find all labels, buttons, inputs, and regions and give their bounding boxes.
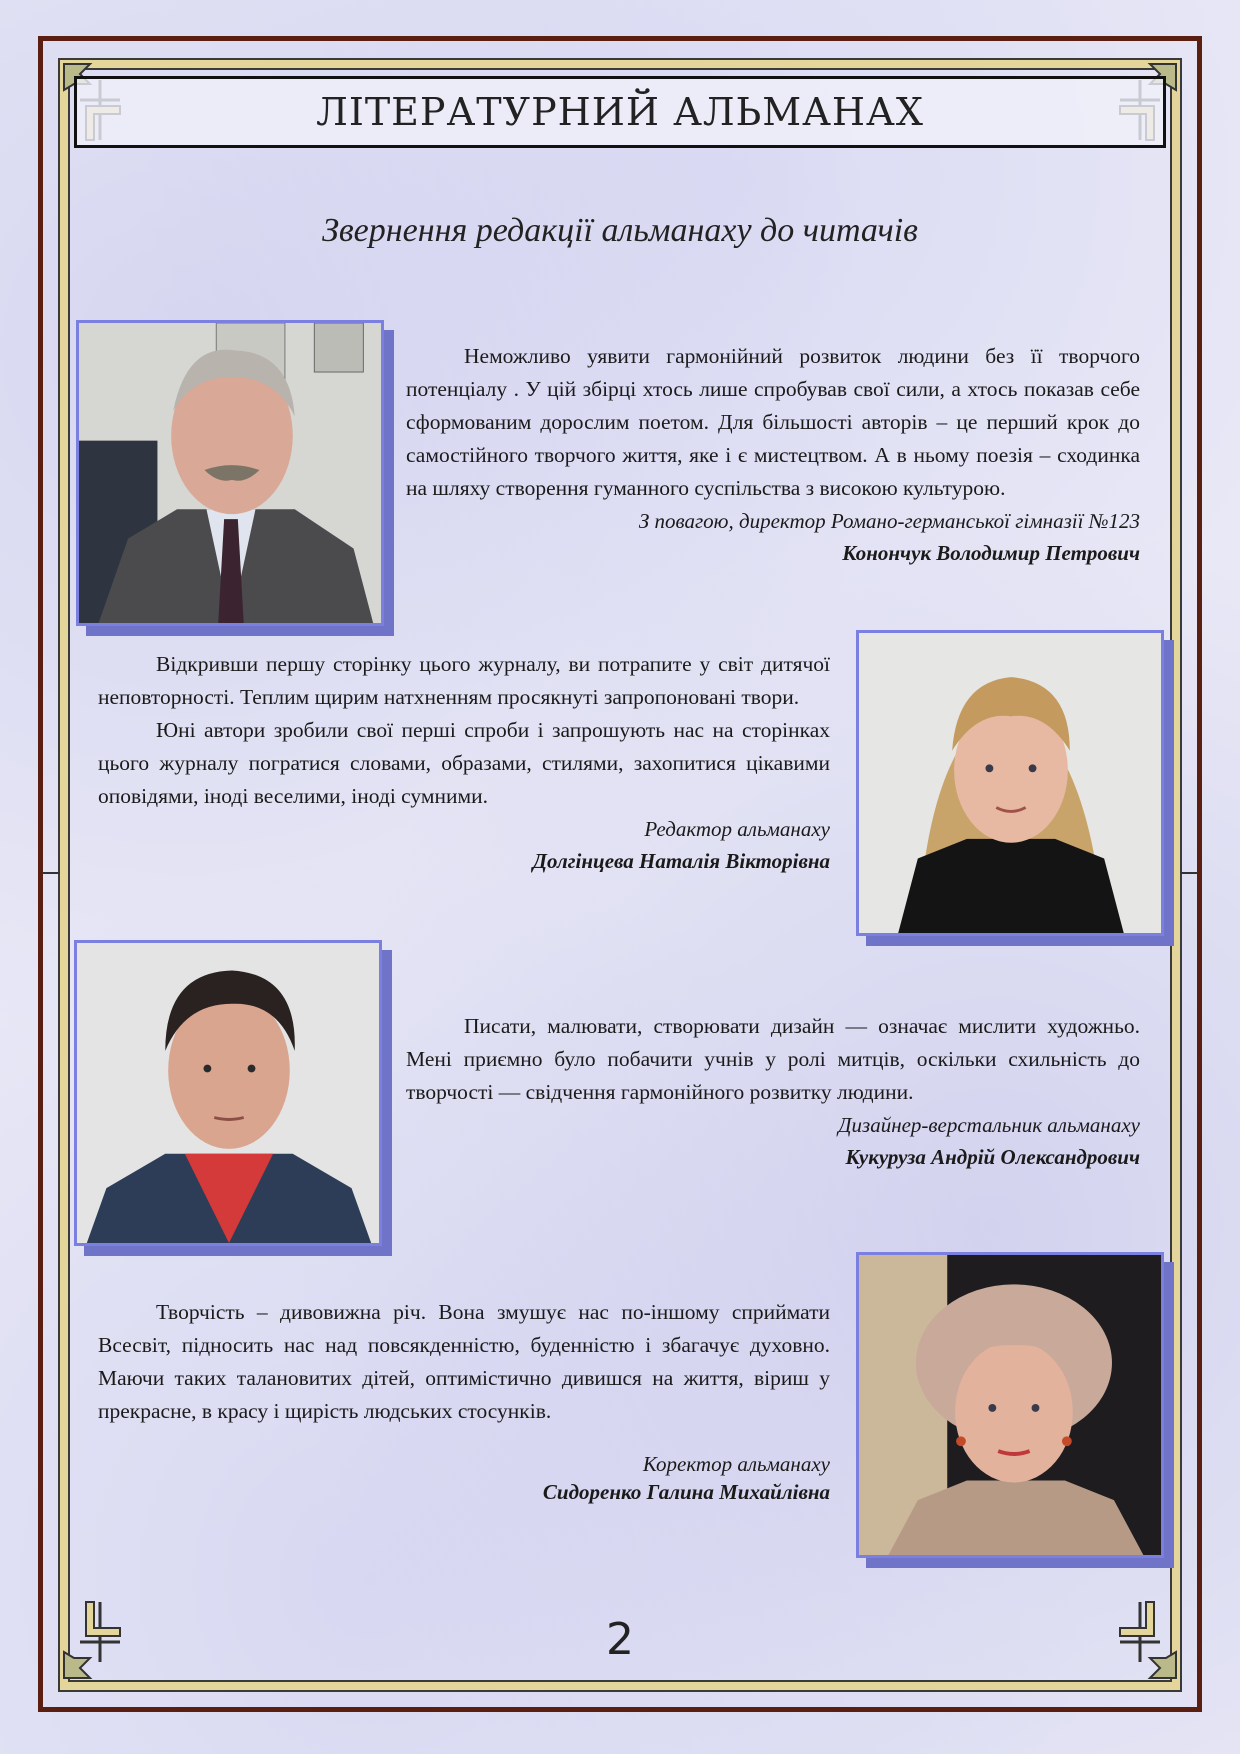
photo-editor xyxy=(856,630,1164,936)
signature-role: Дизайнер-верстальник альманаху xyxy=(838,1113,1140,1137)
frame-tick-right xyxy=(1180,872,1198,874)
paragraph: Творчість – дивовижна річ. Вона змушує нас по-іншому сприймати Всесвіт, підносить нас над повсякденністю, буденністю і збагачує духовно. Маючи таких талановитих дітей, оптимістично дивишся на життя, віриш у прекрасне, в красу і щирість людських стосунків. xyxy=(98,1300,830,1423)
page-number: 2 xyxy=(606,1614,634,1665)
signature-name: Кукуруза Андрій Олександрович xyxy=(845,1145,1140,1169)
page-title: ЛІТЕРАТУРНИЙ АЛЬМАНАХ xyxy=(316,90,924,134)
photo-proofreader xyxy=(856,1252,1164,1558)
section-heading: Звернення редакції альманаху до читачів xyxy=(322,212,918,249)
section-director xyxy=(406,340,1140,569)
photo-director xyxy=(76,320,384,626)
signature-role: З повагою, директор Романо-германської гімназії №123 xyxy=(638,509,1140,533)
signature-name: Конончук Володимир Петрович xyxy=(842,541,1140,565)
signature-role: Редактор альманаху xyxy=(644,817,830,841)
paragraph: Юні автори зробили свої перші спроби і запрошують нас на сторінках цього журналу погратися словами, образами, стилями, захопитися цікавими оповідями, іноді веселими, іноді сумними. xyxy=(98,718,830,808)
header-band xyxy=(74,76,1166,148)
paragraph: Неможливо уявити гармонійний розвиток людини без її творчого потенціалу . У цій збірці хтось лише спробував свої сили, а хтось показав себе сформованим дорослим поетом. Для більшості авторів – це перший крок до самостійного творчого життя, яке і є мистецтвом. А в ньому поезія – сходинка на шляху створення гуманного суспільства з високою культурою. xyxy=(406,344,1140,500)
signature-name: Сидоренко Галина Михайлівна xyxy=(542,1480,830,1504)
frame-tick-left xyxy=(42,872,60,874)
paragraph: Відкривши першу сторінку цього журналу, ви потрапите у світ дитячої неповторності. Теплим щирим натхненням просякнуті запропоновані твори. xyxy=(98,652,830,709)
photo-designer xyxy=(74,940,382,1246)
section-proofreader xyxy=(98,1296,830,1506)
signature-role: Коректор альманаху xyxy=(642,1452,830,1476)
signature-name: Долгінцева Наталія Вікторівна xyxy=(532,849,830,873)
paragraph: Писати, малювати, створювати дизайн — означає мислити художньо. Мені приємно було побачити учнів у ролі митців, оскільки схильність до творчості — свідчення гармонійного розвитку людини. xyxy=(406,1014,1140,1104)
section-editor xyxy=(98,648,830,877)
section-designer xyxy=(406,1010,1140,1173)
